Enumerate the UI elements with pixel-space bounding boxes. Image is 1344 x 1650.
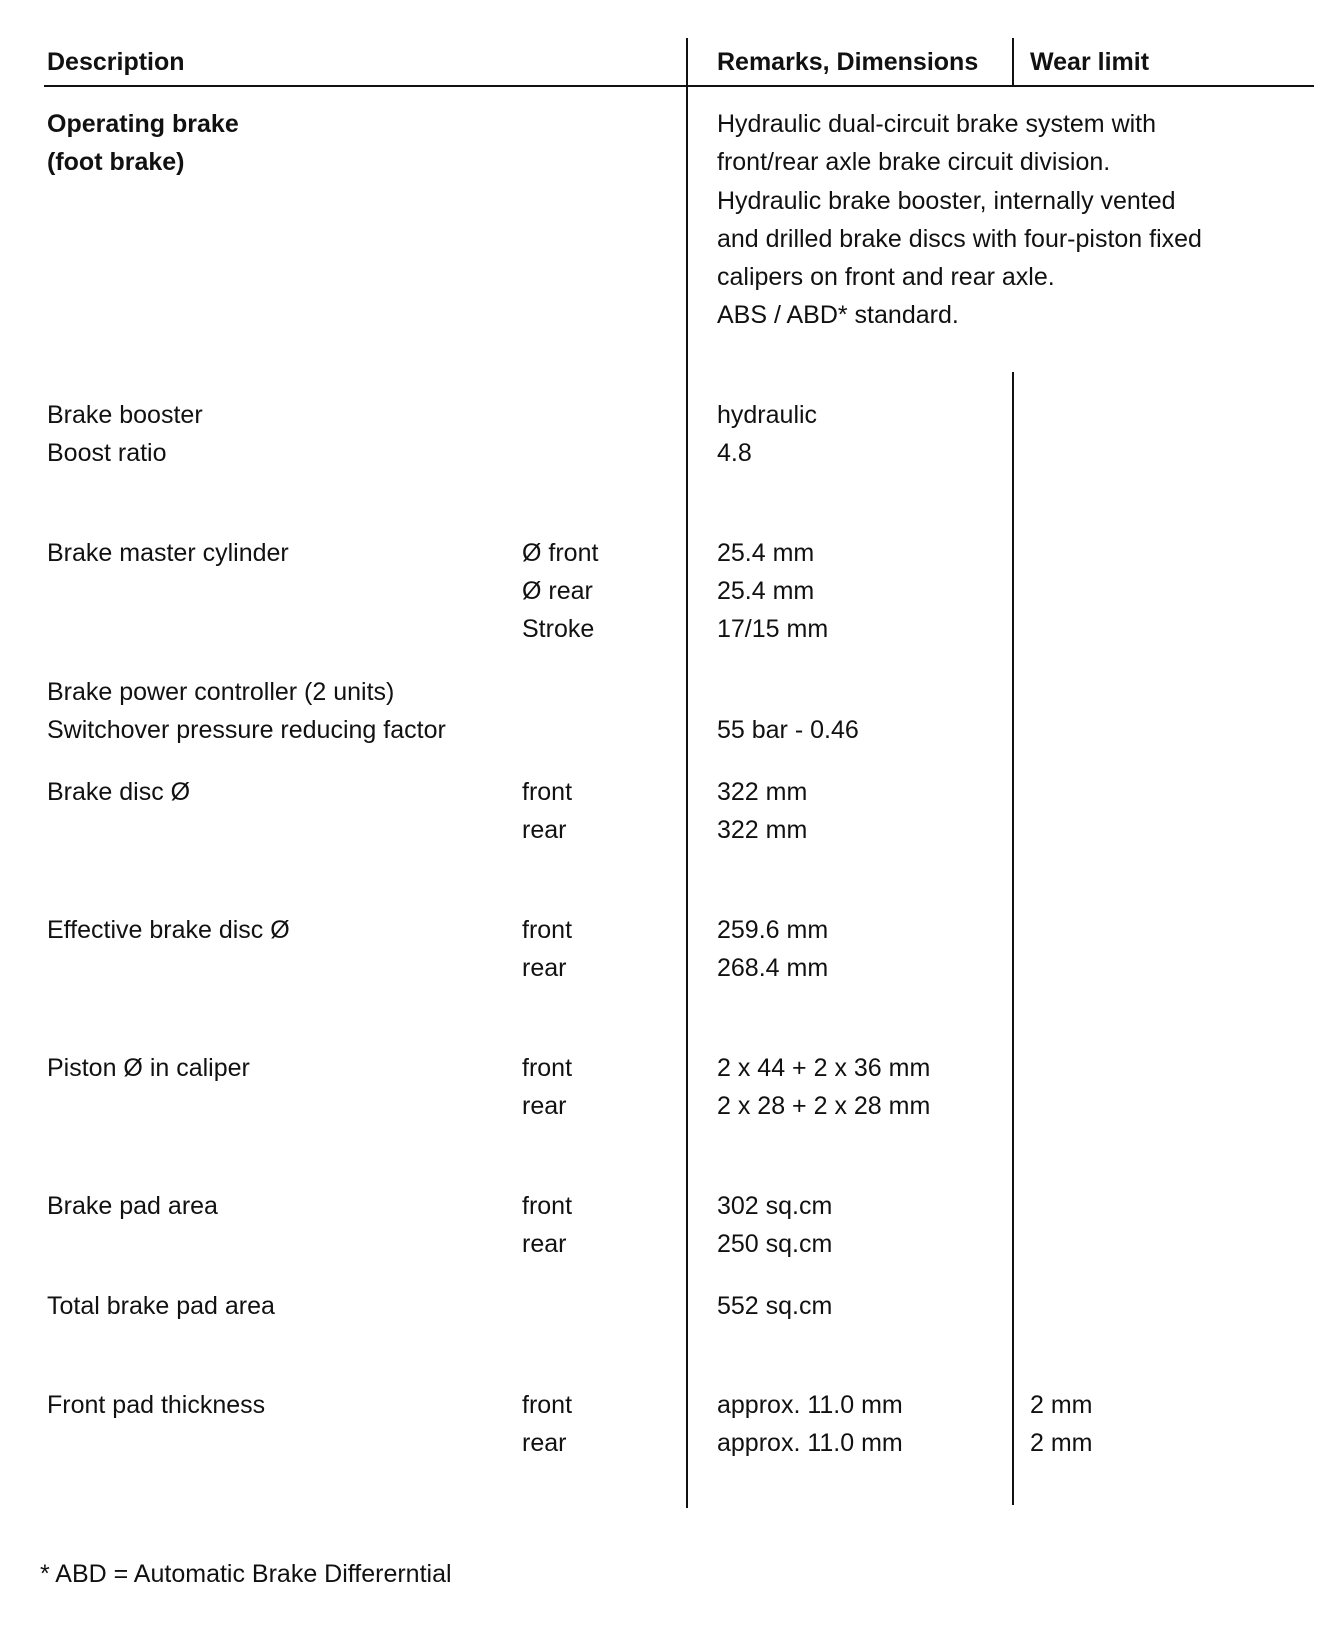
row-subcondition: Stroke (522, 615, 595, 643)
row-subcondition: rear (522, 1429, 567, 1457)
row-description: Boost ratio (47, 439, 167, 467)
row-wear-limit: 2 mm (1030, 1391, 1093, 1419)
intro-remarks-line: ABS / ABD* standard. (717, 301, 959, 329)
header-description: Description (47, 48, 185, 76)
row-value: 259.6 mm (717, 916, 829, 944)
row-value: approx. 11.0 mm (717, 1429, 903, 1457)
footnote: * ABD = Automatic Brake Differerntial (40, 1560, 452, 1588)
row-value: approx. 11.0 mm (717, 1391, 903, 1419)
row-subcondition: rear (522, 954, 567, 982)
row-value: 55 bar - 0.46 (717, 716, 859, 744)
row-subcondition: front (522, 778, 573, 806)
row-subcondition: Ø rear (522, 577, 593, 605)
section-subtitle: (foot brake) (47, 148, 185, 176)
row-value: 268.4 mm (717, 954, 829, 982)
row-value: 302 sq.cm (717, 1192, 833, 1220)
intro-remarks-line: calipers on front and rear axle. (717, 263, 1055, 291)
row-description: Piston Ø in caliper (47, 1054, 250, 1082)
row-value: 250 sq.cm (717, 1230, 833, 1258)
row-description: Brake pad area (47, 1192, 218, 1220)
intro-remarks-line: front/rear axle brake circuit division. (717, 148, 1111, 176)
row-value: 552 sq.cm (717, 1292, 833, 1320)
column-divider-wear-header (1012, 38, 1014, 86)
column-divider-remarks (686, 38, 688, 1508)
row-description: Front pad thickness (47, 1391, 266, 1419)
row-value: 322 mm (717, 816, 808, 844)
row-subcondition: rear (522, 1230, 567, 1258)
row-description: Total brake pad area (47, 1292, 275, 1320)
column-divider-wear-body (1012, 372, 1014, 1505)
row-value: 17/15 mm (717, 615, 829, 643)
row-subcondition: rear (522, 1092, 567, 1120)
row-subcondition: front (522, 1192, 573, 1220)
row-value: 4.8 (717, 439, 752, 467)
row-description: Effective brake disc Ø (47, 916, 290, 944)
header-underline (44, 85, 1314, 87)
intro-remarks-line: Hydraulic brake booster, internally vented (717, 187, 1176, 215)
row-value: hydraulic (717, 401, 818, 429)
row-subcondition: Ø front (522, 539, 599, 567)
header-remarks: Remarks, Dimensions (717, 48, 979, 76)
row-wear-limit: 2 mm (1030, 1429, 1093, 1457)
section-title: Operating brake (47, 110, 239, 138)
row-value: 322 mm (717, 778, 808, 806)
row-subcondition: front (522, 916, 573, 944)
row-subcondition: front (522, 1054, 573, 1082)
row-value: 2 x 44 + 2 x 36 mm (717, 1054, 931, 1082)
row-description: Brake disc Ø (47, 778, 191, 806)
row-description: Brake master cylinder (47, 539, 289, 567)
header-wear-limit: Wear limit (1030, 48, 1150, 76)
intro-remarks-line: Hydraulic dual-circuit brake system with (717, 110, 1157, 138)
row-description: Switchover pressure reducing factor (47, 716, 446, 744)
intro-remarks-line: and drilled brake discs with four-piston fixed (717, 225, 1202, 253)
row-subcondition: rear (522, 816, 567, 844)
row-subcondition: front (522, 1391, 573, 1419)
row-value: 2 x 28 + 2 x 28 mm (717, 1092, 931, 1120)
row-description: Brake power controller (2 units) (47, 678, 395, 706)
row-value: 25.4 mm (717, 539, 815, 567)
row-description: Brake booster (47, 401, 203, 429)
row-value: 25.4 mm (717, 577, 815, 605)
